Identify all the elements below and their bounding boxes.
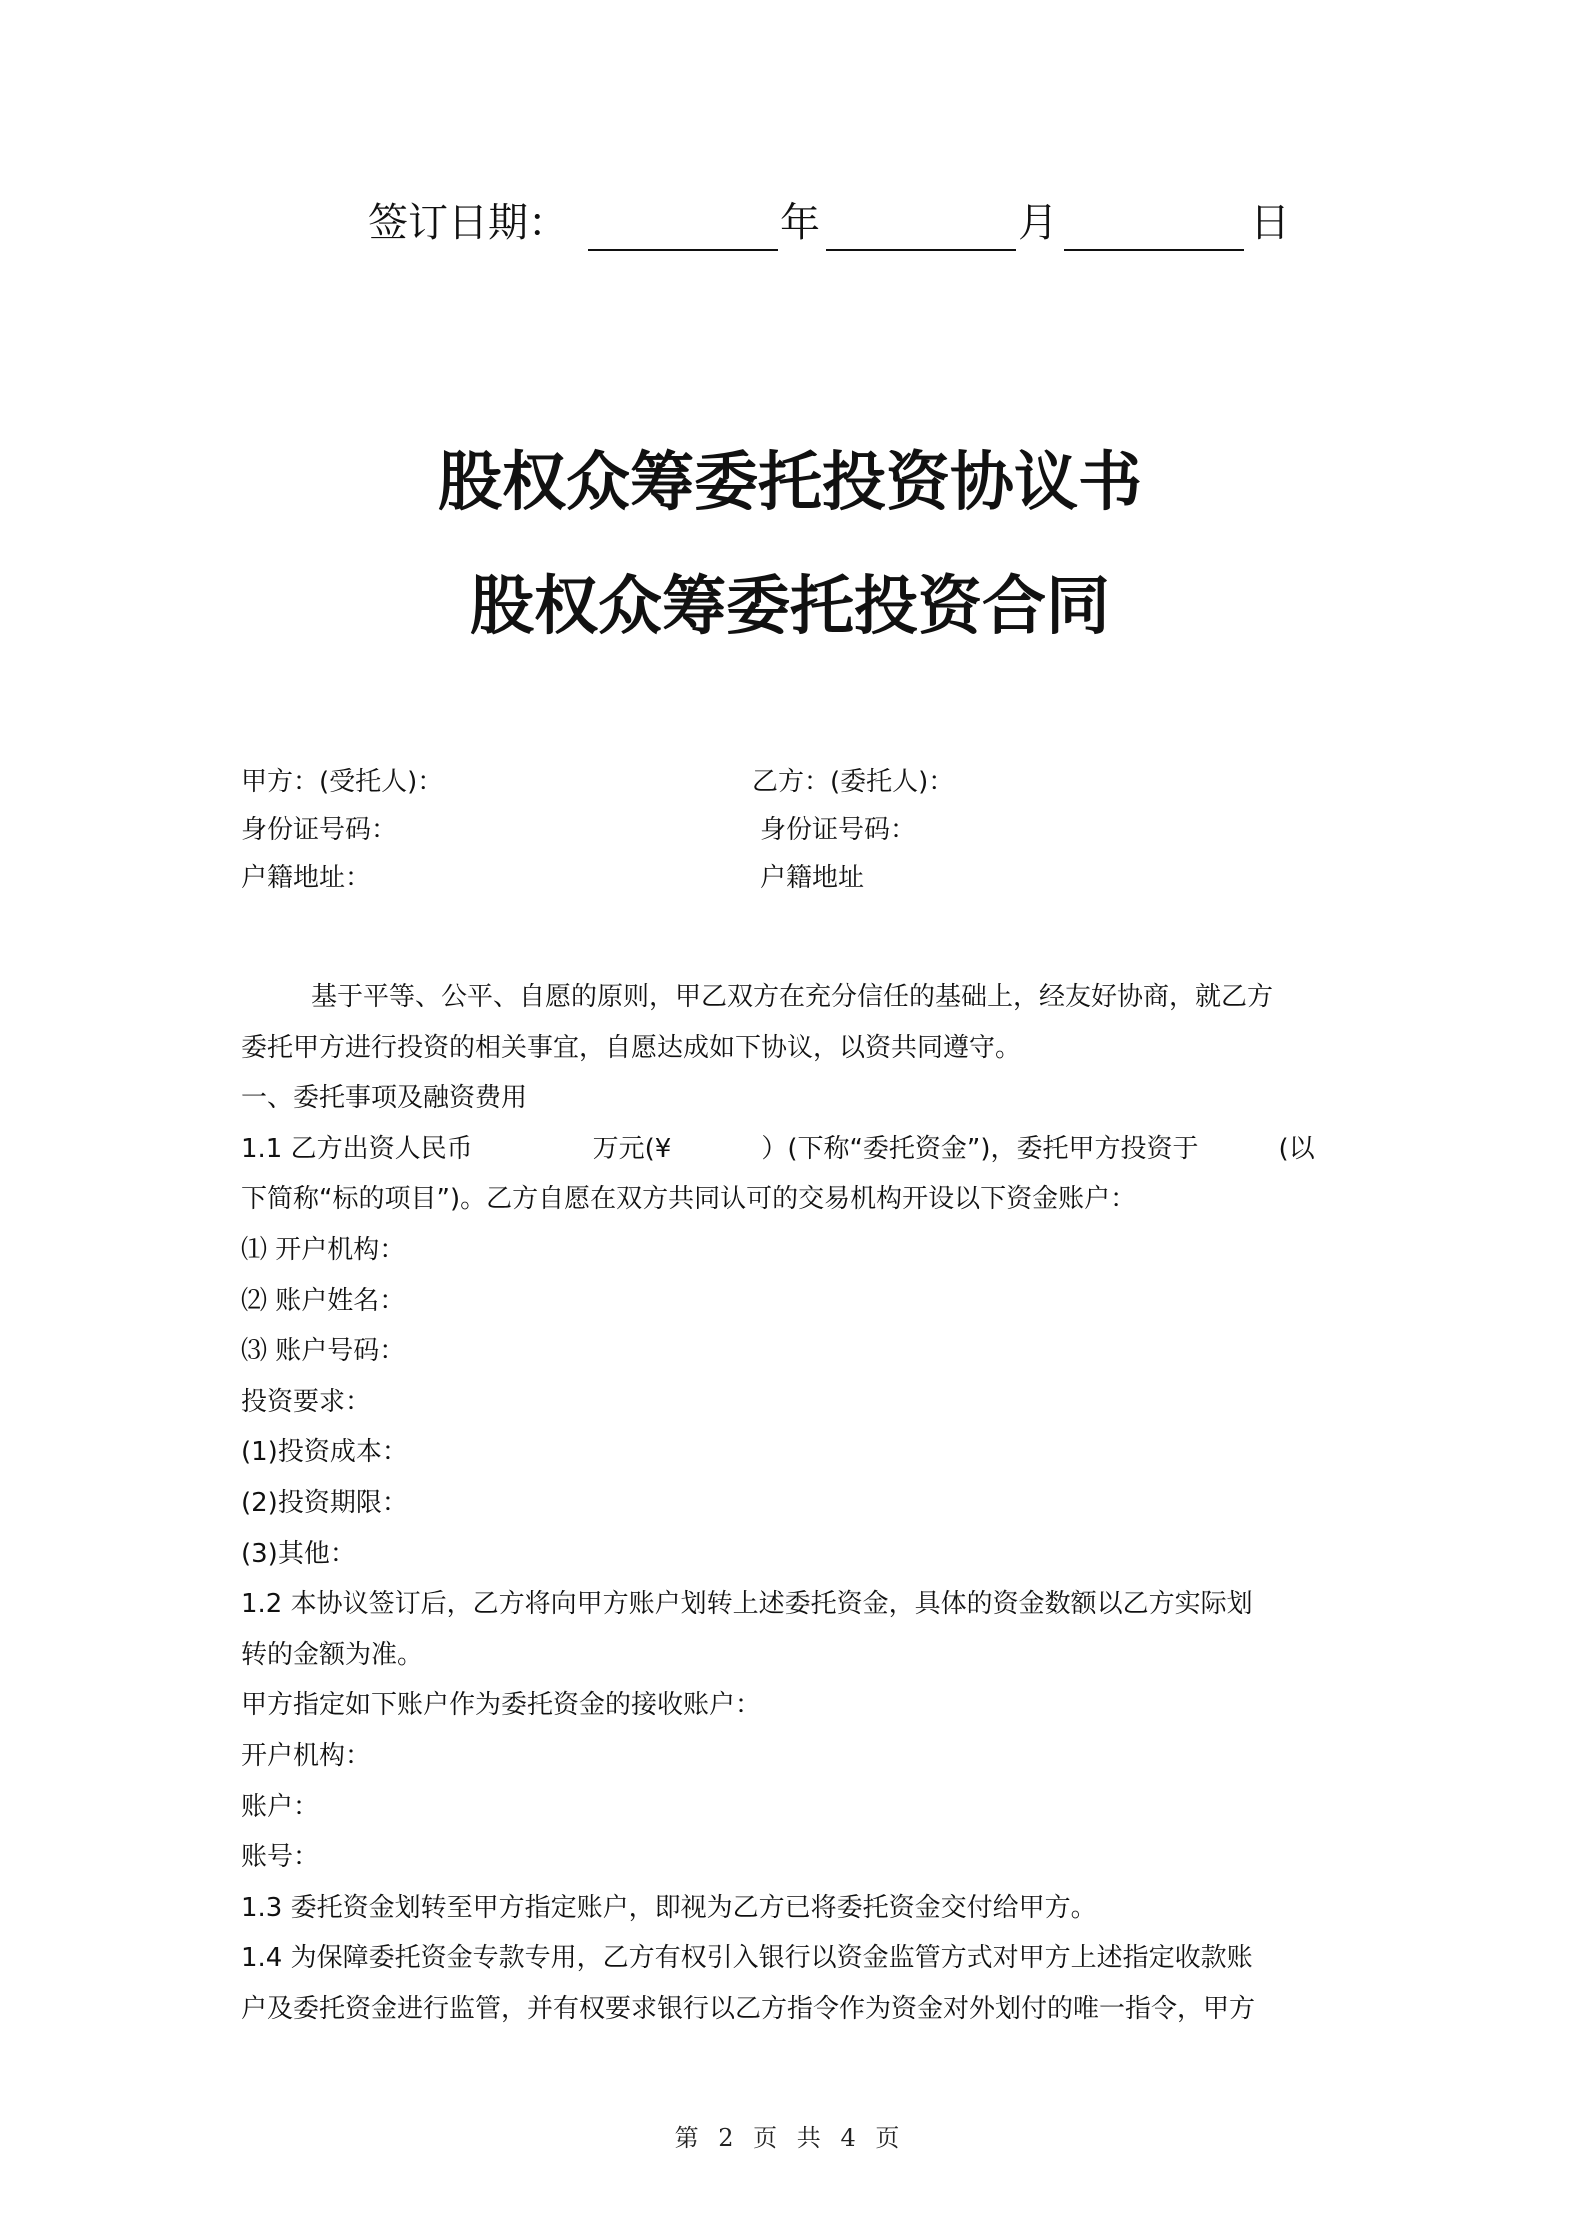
intro-line-1: 基于平等、公平、自愿的原则，甲乙双方在充分信任的基础上，经友好协商，就乙方 (311, 982, 1274, 1012)
signing-date-label: 签订日期： (368, 200, 568, 246)
intro-line-2: 委托甲方进行投资的相关事宜，自愿达成如下协议，以资共同遵守。 (241, 1032, 1022, 1063)
receiving-account-heading: 甲方指定如下账户作为委托资金的接收账户： (241, 1690, 762, 1721)
party-a-address: 户籍地址： (241, 863, 372, 893)
clause-1-1-unit: 万元(¥ (592, 1133, 672, 1164)
year-label: 年 (780, 200, 820, 246)
clause-1-2-line-1: 1.2 本协议签订后，乙方将向甲方账户划转上述委托资金，具体的资金数额以乙方实际划 (241, 1589, 1253, 1620)
clause-1-4-line-2: 户及委托资金进行监管，并有权要求银行以乙方指令作为资金对外划付的唯一指令，甲方 (241, 1993, 1256, 2024)
account-holder-name: ⑵ 账户姓名： (241, 1285, 406, 1316)
day-label: 日 (1250, 200, 1290, 246)
clause-1-2-line-2: 转的金额为准。 (241, 1639, 424, 1670)
month-blank (826, 201, 1016, 251)
receiving-account: 账户： (241, 1791, 320, 1822)
account-number: ⑶ 账户号码： (241, 1336, 406, 1367)
party-a-id: 身份证号码： (241, 815, 398, 845)
receiving-account-number: 账号： (241, 1842, 320, 1873)
clause-1-1-line-2: 下简称“标的项目”)。乙方自愿在双方共同认可的交易机构开设以下资金账户： (241, 1184, 1137, 1215)
clause-1-3: 1.3 委托资金划转至甲方指定账户，即视为乙方已将委托资金交付给甲方。 (241, 1892, 1097, 1923)
agreement-body (241, 972, 1341, 2034)
requirement-cost: (1)投资成本： (241, 1437, 408, 1468)
clause-1-1-line-1 (241, 1124, 1341, 1175)
section-1-heading: 一、委托事项及融资费用 (241, 1083, 528, 1114)
requirement-other: (3)其他： (241, 1538, 356, 1569)
clause-1-1-fund-definition: ）(下称“委托资金”)，委托甲方投资于 (761, 1133, 1199, 1164)
month-label: 月 (1018, 200, 1058, 246)
page-number-footer: 第 2 页 共 4 页 (674, 2124, 906, 2152)
document-subtitle: 股权众筹委托投资合同 (470, 570, 1110, 644)
party-b-name: 乙方：(委托人)： (752, 767, 955, 797)
clause-1-1-suffix: (以 (1278, 1133, 1315, 1164)
document-title: 股权众筹委托投资协议书 (438, 446, 1142, 520)
clause-1-1-amount-label: 1.1 乙方出资人民币 (241, 1133, 473, 1164)
day-blank (1064, 201, 1244, 251)
receiving-institution: 开户机构： (241, 1740, 372, 1771)
party-a-name: 甲方：(受托人)： (241, 767, 444, 797)
party-b-address: 户籍地址 (760, 863, 865, 893)
requirement-term: (2)投资期限： (241, 1487, 408, 1518)
investment-requirements: 投资要求： (241, 1386, 372, 1417)
clause-1-4-line-1: 1.4 为保障委托资金专款专用，乙方有权引入银行以资金监管方式对甲方上述指定收款账 (241, 1943, 1253, 1974)
year-blank (588, 201, 778, 251)
signing-date-line (368, 195, 1290, 251)
account-institution: ⑴ 开户机构： (241, 1234, 406, 1265)
party-b-id: 身份证号码： (760, 815, 917, 845)
